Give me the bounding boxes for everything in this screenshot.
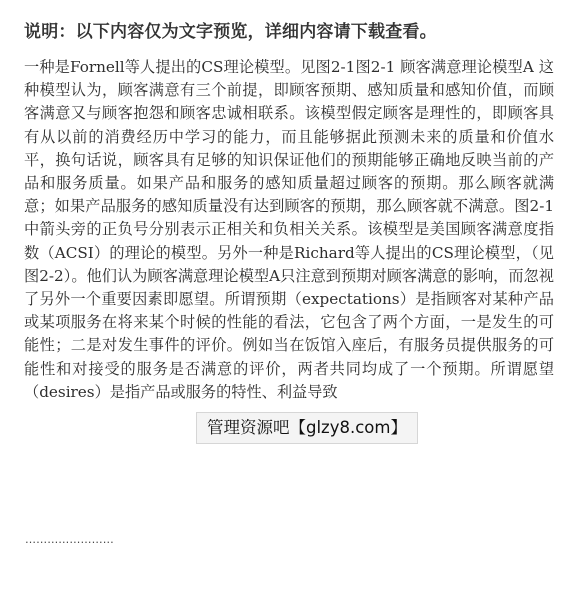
site-watermark: 管理资源吧【glzy8.com】	[196, 412, 418, 444]
document-body	[24, 56, 554, 404]
body-paragraph: 一种是Fornell等人提出的CS理论模型。见图2-1图2-1 顾客满意理论模型A 这种模型认为，顾客满意有三个前提，即顾客预期、感知质量和感知价值，而顾客满意又与顾客抱怨和顾客忠诚相联系。该模型假定顾客是理性的，即顾客具有从以前的消费经历中学习的能力，而且能够据此预测未来的质量和价值水平，换句话说，顾客具有足够的知识保证他们的预期能够正确地反映当前的产品和服务质量。如果产品和服务的感知质量超过顾客的预期。那么顾客就满意；如果产品服务的感知质量没有达到顾客的预期，那么顾客就不满意。图2-1中箭头旁的正负号分别表示正相关和负相关关系。该模型是美国顾客满意度指数（ACSI）的理论的模型。另外一种是Richard等人提出的CS理论模型，（见图2-2）。他们认为顾客满意理论模型A只注意到预期对顾客满意的影响，而忽视了另外一个重要因素即愿望。所谓预期（expectations）是指顾客对某种产品或某项服务在将来某个时候的性能的看法，它包含了两个方面，一是发生的可能性；二是对发生事件的评价。例如当在饭馆入座后，有服务员提供服务的可能性和对接受的服务是否满意的评价，两者共同均成了一个预期。所谓愿望（desires）是指产品或服务的特性、利益导致	[24, 58, 554, 401]
truncation-ellipsis: ……………………	[25, 533, 114, 546]
preview-notice: 说明：以下内容仅为文字预览，详细内容请下载查看。	[24, 22, 437, 42]
